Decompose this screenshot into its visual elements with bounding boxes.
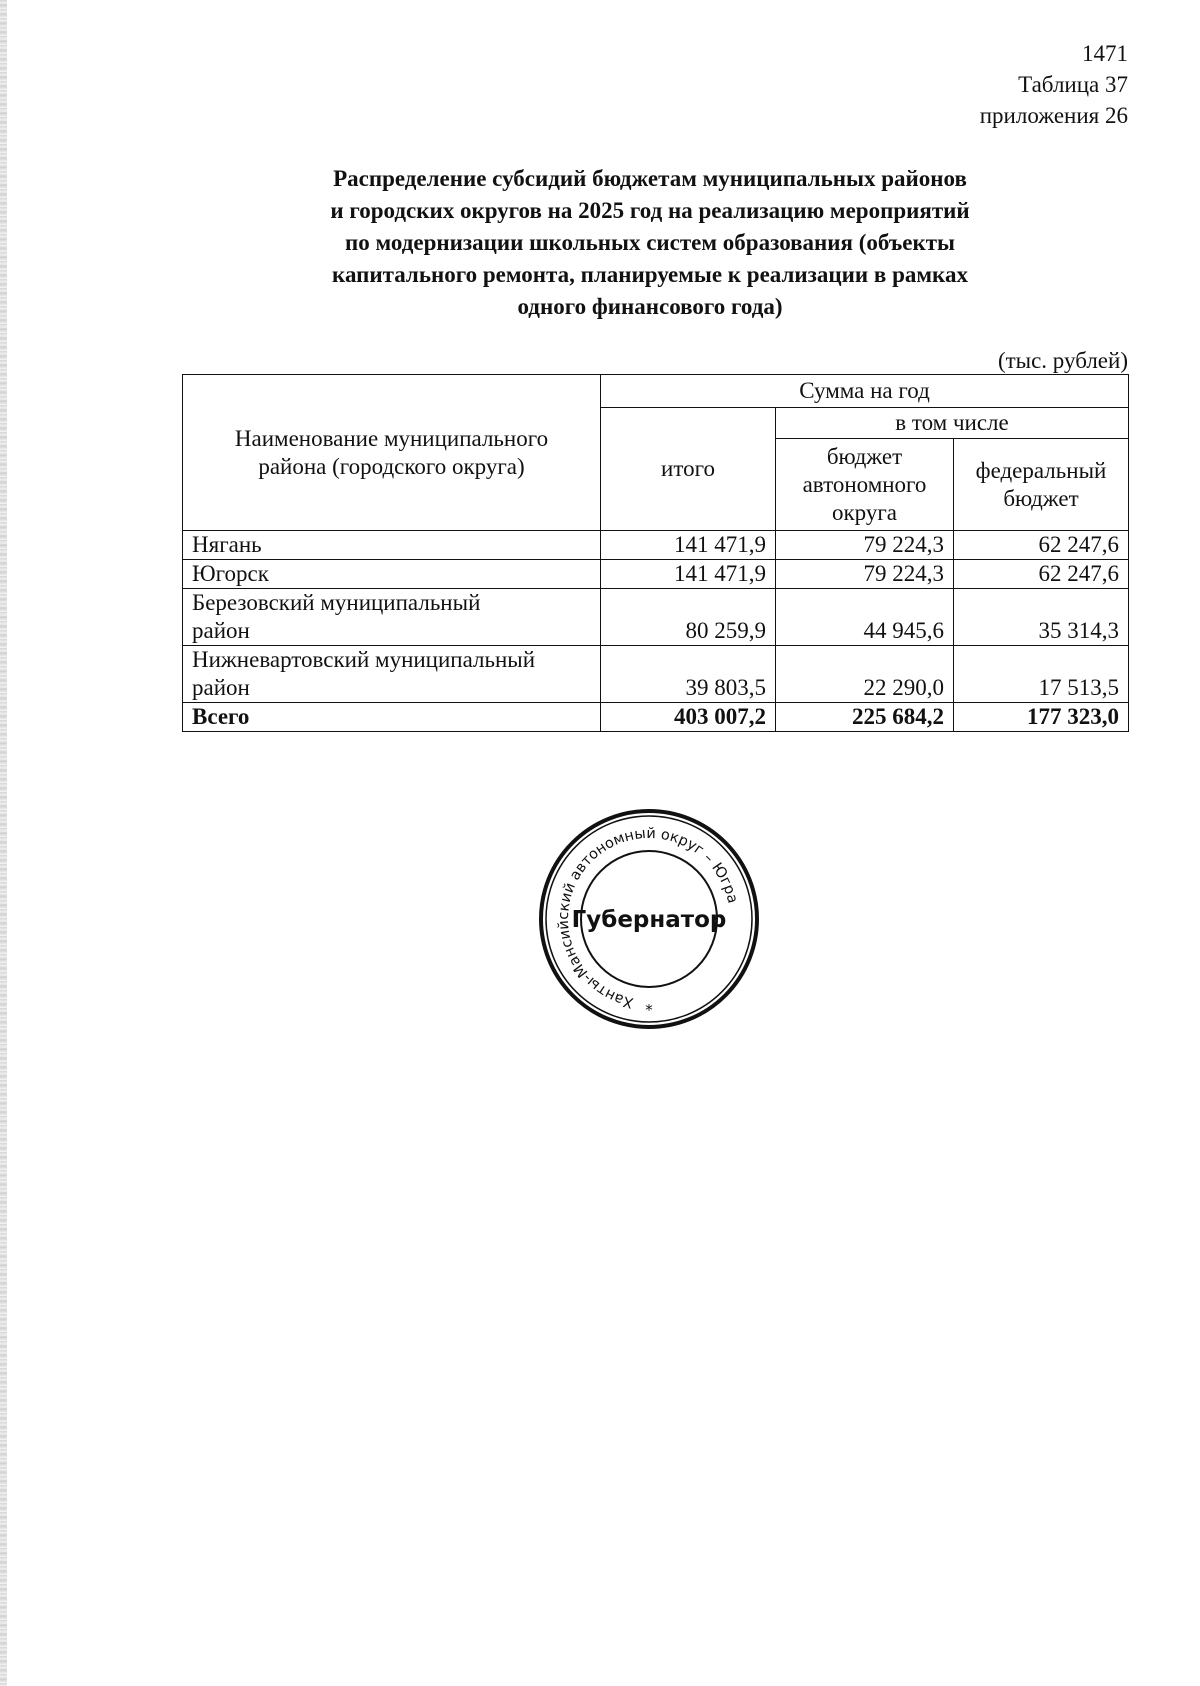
grand-ao-budget-value: 225 684,2 — [776, 703, 954, 732]
table-row — [183, 560, 1129, 589]
header-text-line: округа — [831, 499, 897, 525]
title-line: по модернизации школьных систем образования (объекты — [345, 230, 955, 255]
federal-budget-value: 62 247,6 — [954, 531, 1129, 560]
appendix-reference: приложения 26 — [979, 103, 1128, 128]
stamp-ring-text: Ханты-Мансийский автономный округ – Югра — [555, 825, 741, 1011]
total-label: Всего — [183, 703, 601, 732]
municipality-name: Нягань — [183, 531, 601, 560]
units-label: (тыс. рублей) — [997, 348, 1128, 373]
header-sum-per-year: Сумма на год — [601, 375, 1129, 408]
title-line: и городских округов на 2025 год на реализацию мероприятий — [330, 198, 970, 223]
name-line: район — [192, 618, 250, 643]
header-row — [183, 375, 1129, 408]
ao-budget-value: 22 290,0 — [776, 646, 954, 703]
stamp-star: * — [645, 1001, 653, 1019]
municipality-name — [183, 646, 601, 703]
subsidy-table — [182, 374, 1129, 732]
document-header — [828, 38, 1128, 131]
total-value: 141 471,9 — [601, 531, 776, 560]
title-line: одного финансового года) — [517, 294, 783, 319]
grand-federal-budget-value: 177 323,0 — [954, 703, 1129, 732]
name-line: район — [192, 675, 250, 700]
total-value: 39 803,5 — [601, 646, 776, 703]
table-row — [183, 531, 1129, 560]
header-text-line: федеральный — [975, 457, 1107, 483]
grand-total-value: 403 007,2 — [601, 703, 776, 732]
total-value: 80 259,9 — [601, 589, 776, 646]
federal-budget-value: 17 513,5 — [954, 646, 1129, 703]
document-title — [185, 163, 1115, 323]
header-text-line: района (городского округа) — [258, 453, 525, 479]
table-row — [183, 646, 1129, 703]
scan-edge — [0, 0, 7, 1686]
name-line: Березовский муниципальный — [192, 590, 481, 615]
header-federal-budget — [954, 439, 1129, 531]
table-row — [183, 589, 1129, 646]
header-text-line: бюджет — [826, 443, 903, 469]
header-total: итого — [601, 408, 776, 531]
ao-budget-value: 79 224,3 — [776, 560, 954, 589]
table-reference: Таблица 37 — [1018, 72, 1128, 97]
header-text-line: автономного — [802, 471, 927, 497]
governor-seal-stamp — [536, 806, 762, 1032]
federal-budget-value: 35 314,3 — [954, 589, 1129, 646]
title-line: Распределение субсидий бюджетам муниципальных районов — [333, 166, 967, 191]
header-including: в том числе — [776, 408, 1129, 439]
ao-budget-value: 44 945,6 — [776, 589, 954, 646]
header-text-line: бюджет — [1003, 485, 1079, 511]
total-row — [183, 703, 1129, 732]
municipality-name — [183, 589, 601, 646]
stamp-center-text: Губернатор — [571, 907, 727, 933]
municipality-name: Югорск — [183, 560, 601, 589]
title-line: капитального ремонта, планируемые к реализации в рамках — [332, 262, 968, 287]
ao-budget-value: 79 224,3 — [776, 531, 954, 560]
total-value: 141 471,9 — [601, 560, 776, 589]
name-line: Нижневартовский муниципальный — [192, 647, 536, 672]
federal-budget-value: 62 247,6 — [954, 560, 1129, 589]
header-text-line: Наименование муниципального — [234, 425, 549, 451]
header-municipality — [183, 375, 601, 531]
page-number: 1471 — [1082, 41, 1128, 66]
header-ao-budget — [776, 439, 954, 531]
